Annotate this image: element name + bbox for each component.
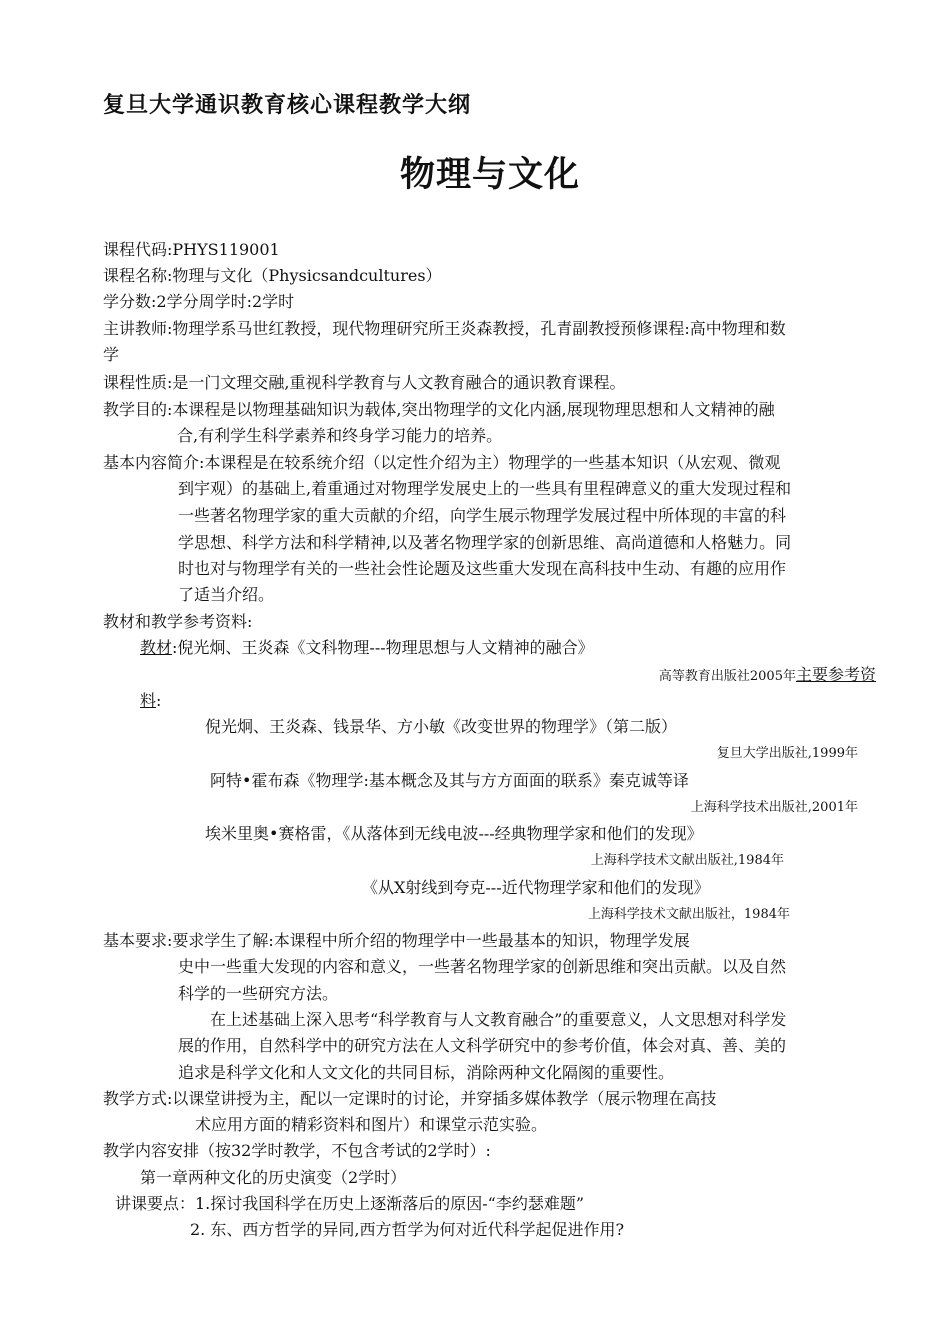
textbook-label: 教材 (140, 638, 173, 657)
references-label-colon: : (156, 691, 162, 710)
course-credits: 学分数:2学分周学时:2学时 (103, 292, 295, 311)
schedule-heading: 教学内容安排（按32学时教学，不包含考试的2学时）: (103, 1141, 491, 1160)
references-label-start: 主要参考资 (795, 665, 876, 684)
content-summary-line: 到宇观）的基础上,着重通过对物理学发展史上的一些具有里程碑意义的重大发现过程和 (178, 479, 792, 498)
page-title: 物理与文化 (399, 155, 580, 195)
requirements-line: 追求是科学文化和人文文化的共同目标，消除两种文化隔阂的重要性。 (178, 1063, 675, 1082)
content-summary-line: 了适当介绍。 (178, 585, 275, 604)
document-supertitle: 复旦大学通识教育核心课程教学大纲 (103, 93, 472, 118)
reference-item: 倪光炯、王炎森、钱景华、方小敏《改变世界的物理学》（第二版） (205, 717, 678, 736)
reference-publisher: 上海科学技术文献出版社，1984年 (587, 907, 790, 922)
content-summary: 基本内容简介:本课程是在较系统介绍（以定性介绍为主）物理学的一些基本知识（从宏观、微观 (103, 453, 781, 472)
textbook-text: :倪光炯、王炎森《文科物理---物理思想与人文精神的融合》 (172, 638, 594, 657)
course-goal-cont: 合,有利学生科学素养和终身学习能力的培养。 (177, 426, 503, 445)
requirements-line: 在上述基础上深入思考“科学教育与人文教育融合”的重要意义，人文思想对科学发 (210, 1010, 787, 1029)
course-name: 课程名称:物理与文化（Physicsandcultures） (103, 266, 442, 285)
content-summary-line: 时也对与物理学有关的一些社会性论题及这些重大发现在高科技中生动、有趣的应用作 (178, 559, 787, 578)
reference-publisher: 上海科学技术文献出版社,1984年 (590, 853, 784, 868)
materials-heading: 教材和教学参考资料: (103, 612, 253, 631)
course-teachers: 主讲教师:物理学系马世红教授，现代物理研究所王炎森教授，孔青副教授预修课程:高中物理和数 (103, 319, 786, 338)
requirements-line: 展的作用，自然科学中的研究方法在人文科学研究中的参考价值，体会对真、善、美的 (178, 1036, 787, 1055)
requirements: 基本要求:要求学生了解:本课程中所介绍的物理学中一些最基本的知识，物理学发展 (103, 931, 690, 950)
references-label-end (140, 690, 161, 712)
reference-item: 《从X射线到夸克---近代物理学家和他们的发现》 (362, 878, 710, 897)
course-teachers-cont: 学 (103, 345, 120, 364)
requirements-line: 科学的一些研究方法。 (178, 984, 339, 1003)
lecture-point: 2. 东、西方哲学的异同,西方哲学为何对近代科学起促进作用? (190, 1220, 625, 1239)
reference-publisher: 复旦大学出版社,1999年 (716, 746, 858, 761)
teaching-method: 教学方式:以课堂讲授为主，配以一定课时的讨论，并穿插多媒体教学（展示物理在高技 (103, 1089, 717, 1108)
course-goal: 教学目的:本课程是以物理基础知识为载体,突出物理学的文化内涵,展现物理思想和人文精神的融 (103, 400, 775, 419)
teaching-method-line: 术应用方面的精彩资料和图片）和课堂示范实验。 (195, 1115, 548, 1134)
textbook-publisher-row (659, 664, 876, 686)
reference-publisher: 上海科学技术出版社,2001年 (690, 800, 858, 815)
reference-item: 阿特•霍布森《物理学:基本概念及其与方方面面的联系》秦克诚等译 (210, 771, 689, 790)
course-code: 课程代码:PHYS119001 (103, 240, 280, 259)
reference-item: 埃米里奥•赛格雷，《从落体到无线电波---经典物理学家和他们的发现》 (205, 824, 703, 843)
lecture-point: 讲课要点：1.探讨我国科学在历史上逐渐落后的原因-“李约瑟难题” (115, 1194, 585, 1213)
textbook-entry (140, 637, 594, 659)
course-nature: 课程性质:是一门文理交融,重视科学教育与人文教育融合的通识教育课程。 (103, 373, 626, 392)
textbook-publisher: 高等教育出版社2005年 (658, 669, 796, 684)
chapter-title: 第一章两种文化的历史演变（2学时） (140, 1168, 407, 1187)
content-summary-line: 一些著名物理学家的重大贡献的介绍，向学生展示物理学发展过程中所体现的丰富的科 (178, 506, 787, 525)
references-label-char: 料 (140, 691, 157, 710)
requirements-line: 史中一些重大发现的内容和意义，一些著名物理学家的创新思维和突出贡献。以及自然 (178, 957, 787, 976)
content-summary-line: 学思想、科学方法和科学精神,以及著名物理学家的创新思维、高尚道德和人格魅力。同 (178, 533, 792, 552)
